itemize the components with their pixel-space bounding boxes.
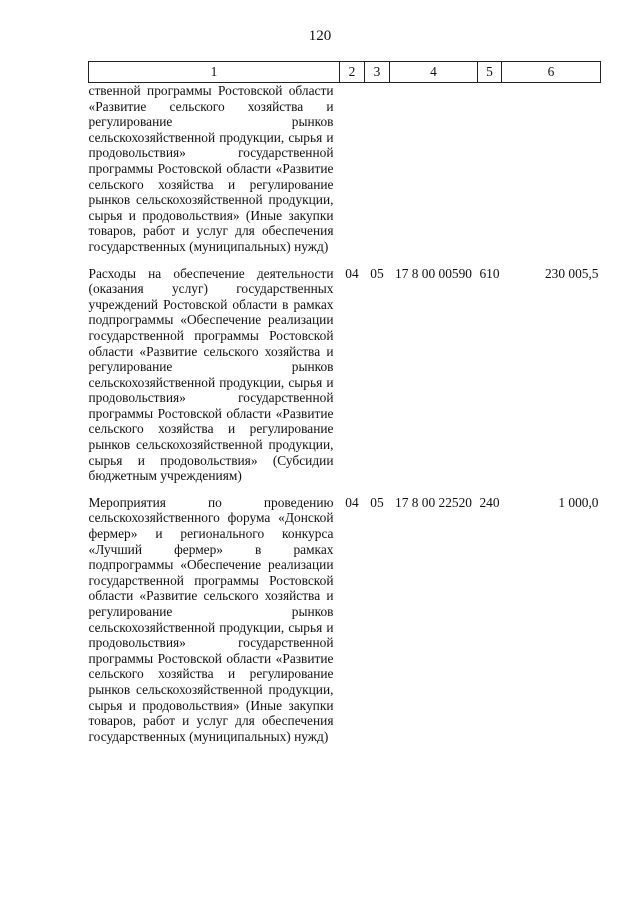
expense-type-code xyxy=(478,83,502,255)
row-description: ственной программы Ростовской области «Развитие сельского хозяйства и регулирование рынков сельскохозяйственной продукции, сырья и продовольствия» государственной программы Ростовской области «Развитие сельского хозяйства и регулирование рынков сельскохозяйственной продукции, сырья и продовольствия» (Иные закупки товаров, работ и услуг для обеспечения государственных (муниципальных) нужд) xyxy=(88,83,334,254)
row-spacer xyxy=(89,484,601,495)
subsection-code: 05 xyxy=(370,494,384,510)
section-code: 04 xyxy=(345,265,359,281)
column-header: 3 xyxy=(365,62,390,83)
target-article-code: 17 8 00 00590 xyxy=(395,265,472,281)
row-spacer xyxy=(89,255,601,266)
column-header: 5 xyxy=(478,62,502,83)
table-header-row xyxy=(89,62,601,83)
section-code: 04 xyxy=(345,494,359,510)
column-header: 2 xyxy=(340,62,365,83)
table-row xyxy=(89,495,601,745)
section-code xyxy=(340,83,365,255)
column-header: 4 xyxy=(390,62,478,83)
column-header: 6 xyxy=(502,62,601,83)
column-header: 1 xyxy=(89,62,340,83)
table-row xyxy=(89,83,601,255)
subsection-code xyxy=(365,83,390,255)
target-article-code xyxy=(390,83,478,255)
subsection-code: 05 xyxy=(370,265,384,281)
expense-type-code: 240 xyxy=(479,494,500,510)
row-description: Расходы на обеспечение деятельности (оказания услуг) государственных учреждений Ростовской области в рамках подпрограммы «Обеспечение реализации государственной программы Ростовской области «Развитие сельского хозяйства и регулирование рынков сельскохозяйственной продукции, сырья и продовольствия» государственной программы Ростовской области «Развитие сельского хозяйства и регулирование рынков сельскохозяйственной продукции, сырья и продовольствия» (Субсидии бюджетным учреждениям) xyxy=(88,265,334,484)
page-number: 120 xyxy=(308,28,332,44)
table-row xyxy=(89,266,601,484)
budget-table xyxy=(88,61,601,744)
expense-type-code: 610 xyxy=(479,265,500,281)
amount xyxy=(502,83,601,255)
target-article-code: 17 8 00 22520 xyxy=(395,494,472,510)
amount: 1 000,0 xyxy=(558,494,599,510)
amount: 230 005,5 xyxy=(544,265,599,281)
row-description: Мероприятия по проведению сельскохозяйственного форума «Донской фермер» и регионального конкурса «Лучший фермер» в рамках подпрограммы «Обеспечение реализации государственной программы Ростовской области «Развитие сельского хозяйства и регулирование рынков сельскохозяйственной продукции, сырья и продовольствия» государственной программы Ростовской области «Развитие сельского хозяйства и регулирование рынков сельскохозяйственной продукции, сырья и продовольствия» (Иные закупки товаров, работ и услуг для обеспечения государственных (муниципальных) нужд) xyxy=(88,494,334,744)
